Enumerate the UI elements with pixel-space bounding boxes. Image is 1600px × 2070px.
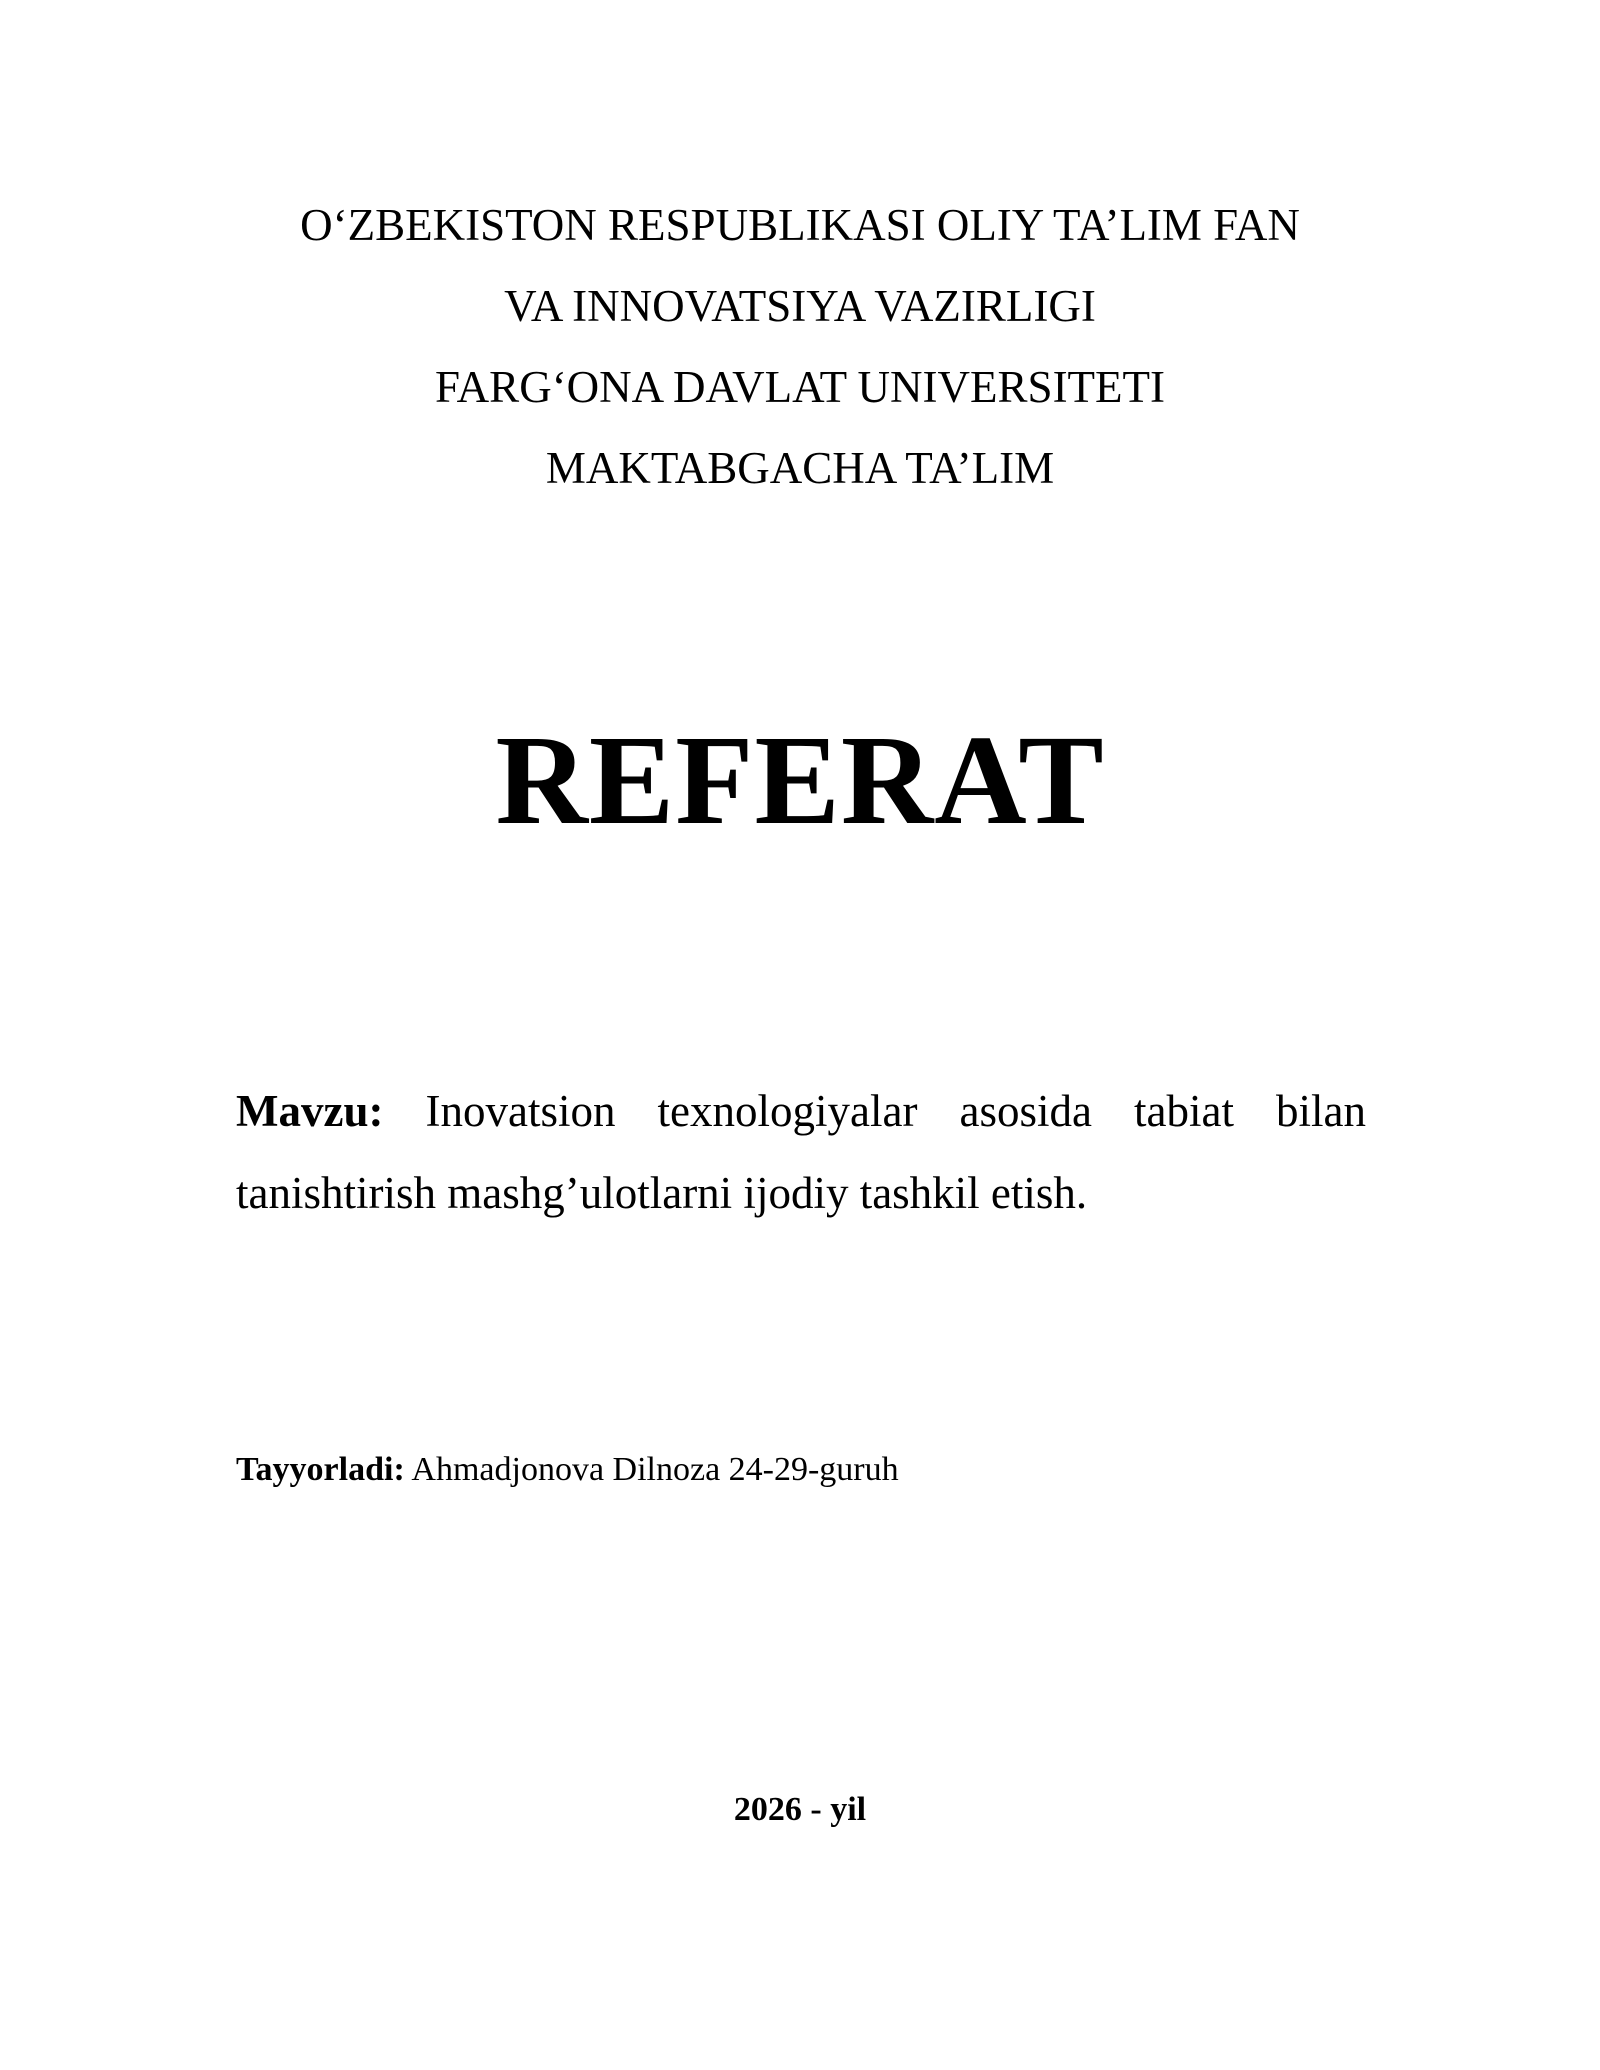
topic-text-line-1: Inovatsion texnologiyalar asosida tabiat bilan [425, 1086, 1366, 1136]
year-label: 2026 - yil [733, 1791, 867, 1828]
header-line-university: FARG‘ONA DAVLAT UNIVERSITETI [435, 362, 1165, 412]
author-value: Ahmadjonova Dilnoza 24-29-guruh [411, 1451, 899, 1488]
topic-block [236, 1070, 1366, 1234]
author-block [236, 1446, 899, 1494]
document-title: REFERAT [495, 709, 1105, 851]
institution-header [0, 185, 1600, 509]
topic-line-1 [236, 1070, 1366, 1152]
header-line-faculty: MAKTABGACHA TA’LIM [545, 443, 1055, 493]
header-line-ministry-cont: VA INNOVATSIYA VAZIRLIGI [504, 281, 1096, 331]
topic-label: Mavzu: [236, 1086, 384, 1136]
topic-text-line-2: tanishtirish mashg’ulotlarni ijodiy tashkil etish. [236, 1168, 1088, 1218]
author-label: Tayyorladi: [236, 1451, 405, 1488]
header-line-ministry: O‘ZBEKISTON RESPUBLIKASI OLIY TA’LIM FAN [300, 200, 1300, 250]
